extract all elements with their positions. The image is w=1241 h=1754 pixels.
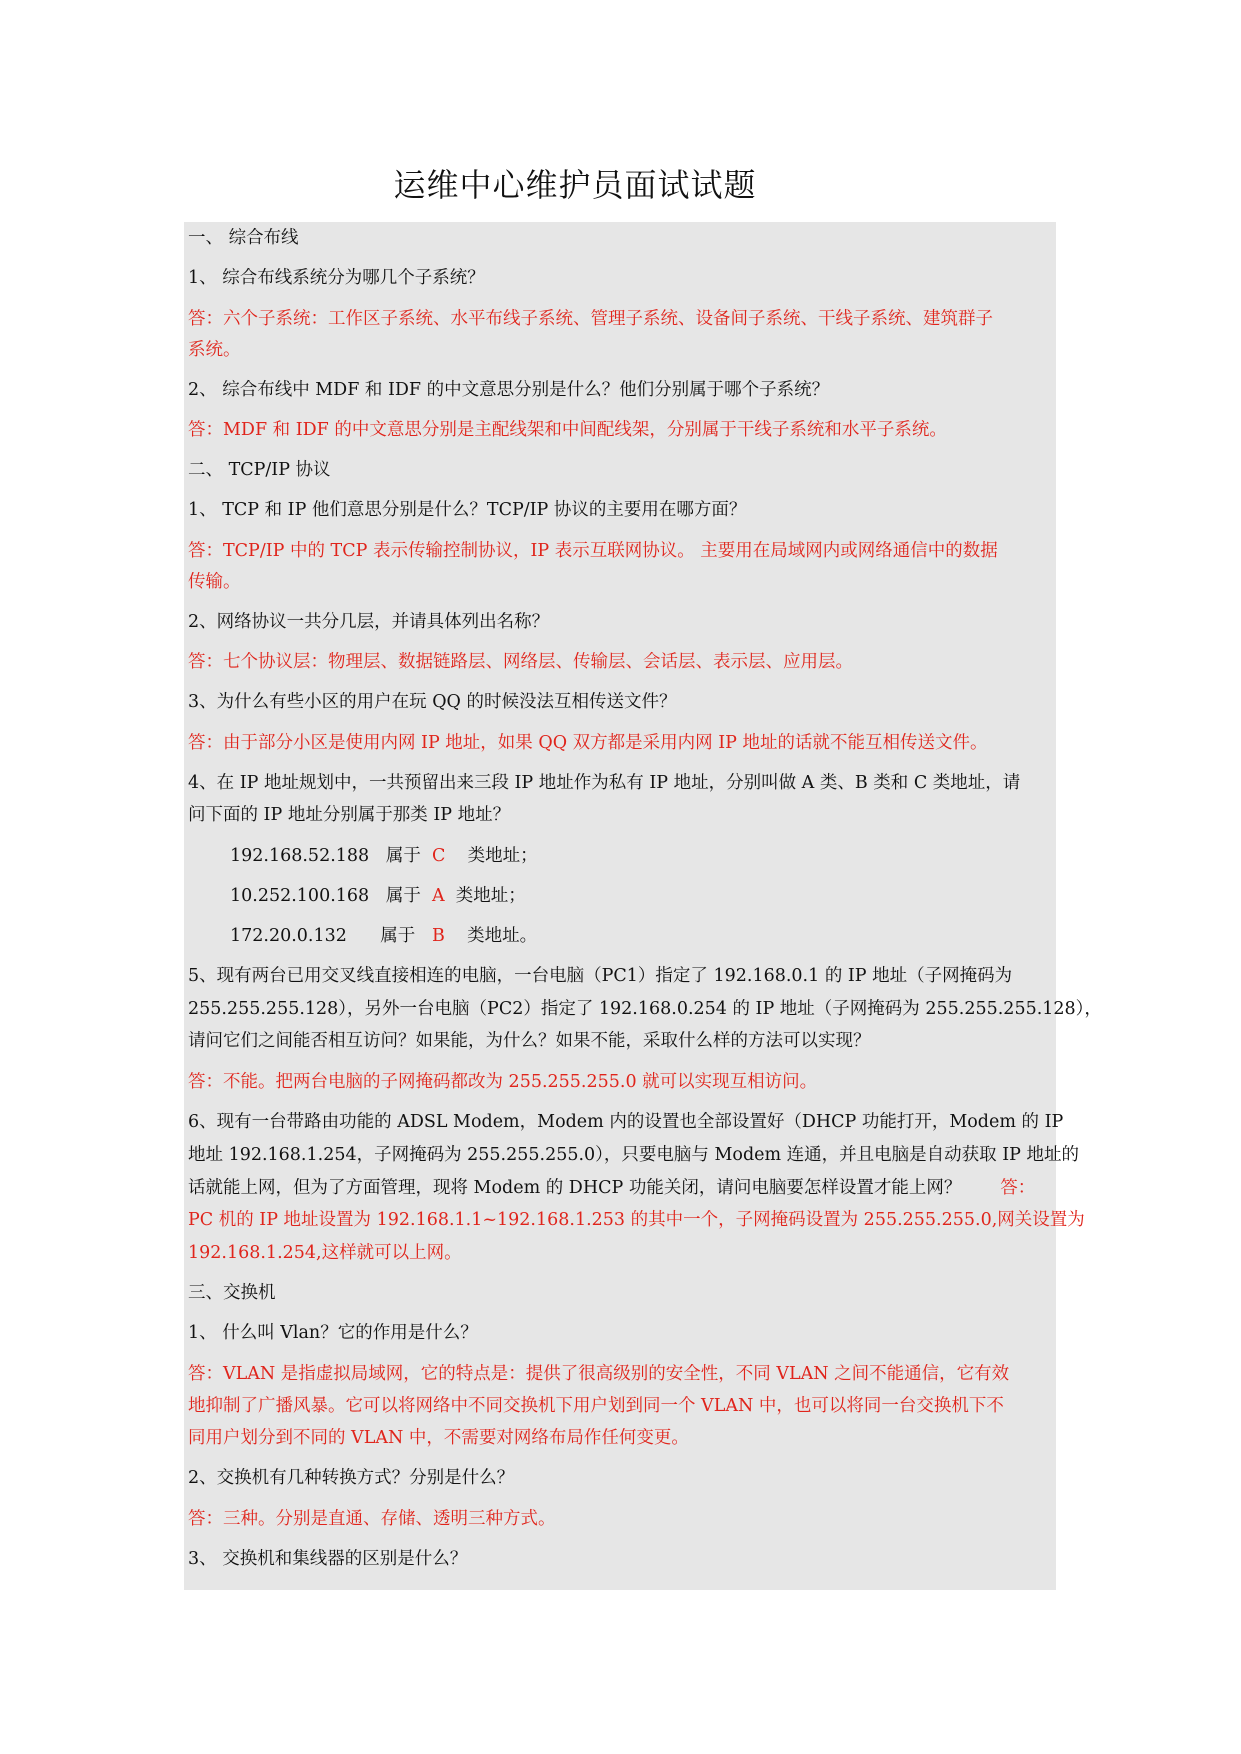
answer-text: 答：TCP/IP 中的 TCP 表示传输控制协议，IP 表示互联网协议。 主要用在局域网内或网络通信中的数据 [188, 541, 998, 561]
answer-text: 答：七个协议层：物理层、数据链路层、网络层、传输层、会话层、表示层、应用层。 [188, 652, 853, 672]
answer-text: 答：不能。把两台电脑的子网掩码都改为 255.255.255.0 就可以实现互相访问。 [188, 1072, 818, 1092]
answer-text: 同用户划分到不同的 VLAN 中，不需要对网络布局作任何变更。 [188, 1428, 689, 1448]
ip-suffix: 类地址； [455, 886, 526, 906]
ip-address: 172.20.0.132 [230, 926, 347, 946]
ip-row [230, 846, 1096, 866]
question-text: 1、 TCP 和 IP 他们意思分别是什么？TCP/IP 协议的主要用在哪方面？ [188, 500, 747, 520]
ip-address: 192.168.52.188 [230, 846, 370, 866]
ip-suffix: 类地址。 [467, 926, 538, 946]
question-text: 3、为什么有些小区的用户在玩 QQ 的时候没法互相传送文件？ [188, 692, 677, 712]
answer-text: 192.168.1.254,这样就可以上网。 [188, 1243, 462, 1263]
answer-text: 系统。 [188, 340, 241, 360]
question-text-part: 话就能上网，但为了方面管理，现将 Modem 的 DHCP 功能关闭，请问电脑要怎样设置才能上网？ [188, 1178, 962, 1198]
ip-class: C [432, 846, 446, 866]
ip-class: B [432, 926, 445, 946]
answer-label: 答： [1000, 1178, 1036, 1198]
section-heading: 二、 TCP/IP 协议 [188, 460, 331, 480]
question-text: 6、现有一台带路由功能的 ADSL Modem，Modem 内的设置也全部设置好（DHCP 功能打开，Modem 的 IP [188, 1112, 1064, 1132]
question-text: 3、 交换机和集线器的区别是什么？ [188, 1549, 468, 1569]
answer-text: 答：VLAN 是指虚拟局域网，它的特点是：提供了很高级别的安全性，不同 VLAN 之间不能通信，它有效 [188, 1364, 1010, 1384]
question-text: 5、现有两台已用交叉线直接相连的电脑，一台电脑（PC1）指定了 192.168.0.1 的 IP 地址（子网掩码为 [188, 966, 1013, 986]
ip-belongs: 属于 [380, 926, 416, 946]
section-heading: 一、 综合布线 [188, 228, 299, 248]
question-text: 1、 综合布线系统分为哪几个子系统？ [188, 268, 485, 288]
answer-text: 答：由于部分小区是使用内网 IP 地址，如果 QQ 双方都是采用内网 IP 地址的话就不能互相传送文件。 [188, 733, 988, 753]
page-title: 运维中心维护员面试试题 [393, 166, 757, 204]
question-text: 2、网络协议一共分几层，并请具体列出名称？ [188, 612, 550, 632]
section-heading: 三、交换机 [188, 1283, 276, 1303]
question-text: 请问它们之间能否相互访问？如果能，为什么？如果不能，采取什么样的方法可以实现？ [188, 1031, 871, 1051]
ip-class: A [432, 886, 445, 906]
question-text: 4、在 IP 地址规划中，一共预留出来三段 IP 地址作为私有 IP 地址，分别叫做 A 类、B 类和 C 类地址，请 [188, 773, 1021, 793]
question-text [188, 1178, 1054, 1198]
answer-text: 传输。 [188, 572, 241, 592]
question-text: 1、 什么叫 Vlan？它的作用是什么？ [188, 1323, 478, 1343]
ip-row [230, 926, 1096, 946]
ip-suffix: 类地址； [467, 846, 538, 866]
ip-belongs: 属于 [385, 846, 421, 866]
answer-text: 答：三种。分别是直通、存储、透明三种方式。 [188, 1509, 556, 1529]
ip-belongs: 属于 [385, 886, 421, 906]
question-text: 2、交换机有几种转换方式？分别是什么？ [188, 1468, 515, 1488]
question-text: 地址 192.168.1.254，子网掩码为 255.255.255.0），只要电脑与 Modem 连通，并且电脑是自动获取 IP 地址的 [188, 1145, 1079, 1165]
answer-text: 答：六个子系统：工作区子系统、水平布线子系统、管理子系统、设备间子系统、干线子系统、建筑群子 [188, 309, 993, 329]
ip-row [230, 886, 1096, 906]
question-text: 问下面的 IP 地址分别属于那类 IP 地址？ [188, 805, 511, 825]
answer-text: 答：MDF 和 IDF 的中文意思分别是主配线架和中间配线架，分别属于干线子系统和水平子系统。 [188, 420, 947, 440]
answer-text: 地抑制了广播风暴。它可以将网络中不同交换机下用户划到同一个 VLAN 中，也可以将同一台交换机下不 [188, 1396, 1004, 1416]
ip-address: 10.252.100.168 [230, 886, 370, 906]
answer-text: PC 机的 IP 地址设置为 192.168.1.1~192.168.1.253 的其中一个，子网掩码设置为 255.255.255.0,网关设置为 [188, 1210, 1085, 1230]
question-text: 255.255.255.128），另外一台电脑（PC2）指定了 192.168.0.254 的 IP 地址（子网掩码为 255.255.255.128）， [188, 999, 1102, 1019]
question-text: 2、 综合布线中 MDF 和 IDF 的中文意思分别是什么？他们分别属于哪个子系统？ [188, 380, 830, 400]
